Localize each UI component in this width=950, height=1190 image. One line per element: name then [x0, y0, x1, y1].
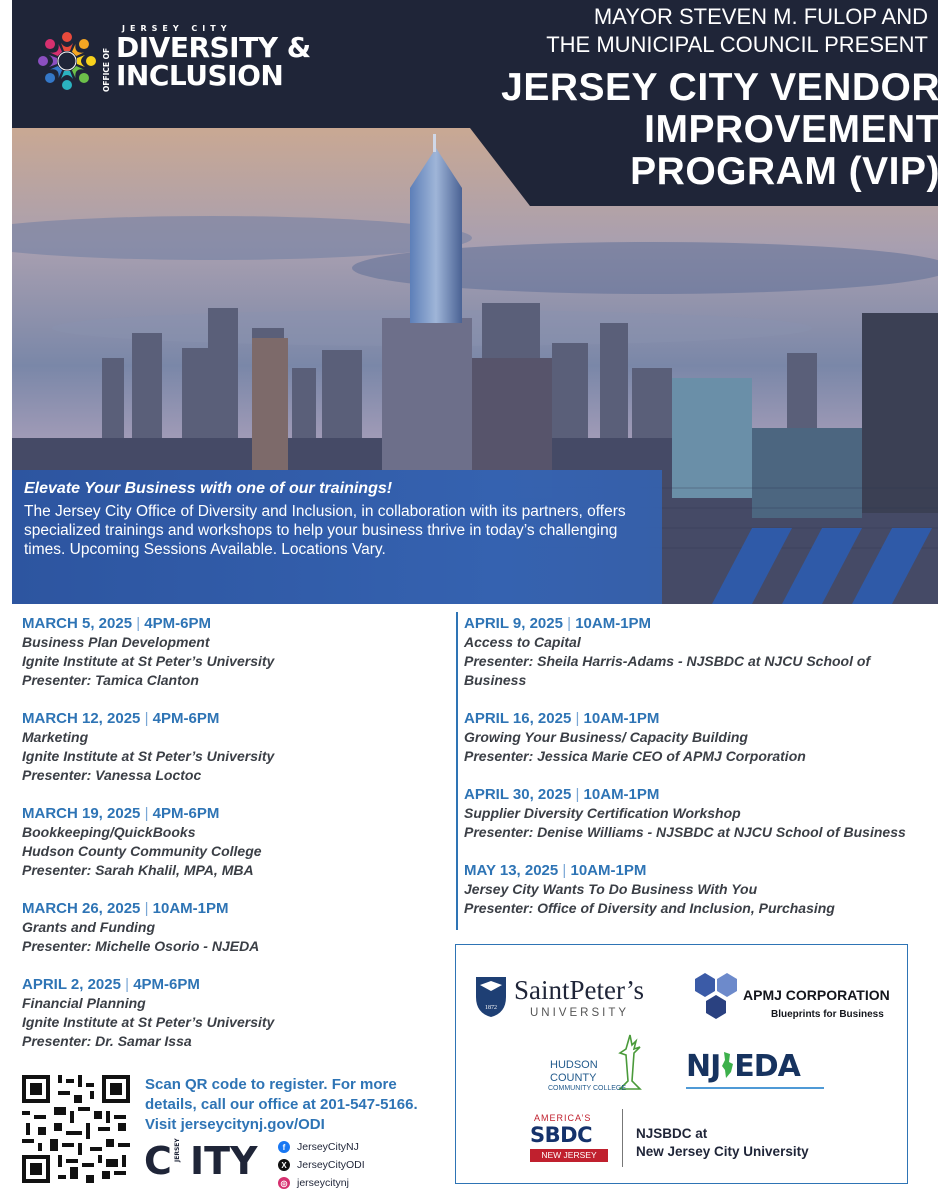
session-topic: Bookkeeping/QuickBooks	[22, 824, 196, 840]
instagram-handle: jerseycitynj	[297, 1177, 349, 1189]
city-logo-c: C	[144, 1139, 172, 1183]
sponsor-line-1: MAYOR STEVEN M. FULOP AND	[593, 4, 928, 29]
njeda-underline	[686, 1087, 824, 1089]
intro-lead: Elevate Your Business with one of our trainings!	[24, 480, 393, 497]
session-item	[22, 976, 442, 1051]
session-topic: Marketing	[22, 729, 89, 745]
session-date-text: APRIL 30, 2025	[464, 786, 572, 803]
session-time: 10AM-1PM	[583, 786, 660, 803]
njeda-eda: EDA	[734, 1049, 800, 1084]
odi-logo	[34, 20, 344, 100]
saint-peters-name: SaintPeter’s	[514, 975, 644, 1005]
social-x[interactable]	[278, 1156, 365, 1174]
session-topic: Supplier Diversity Certification Workshop	[464, 805, 741, 821]
session-time: 10AM-1PM	[575, 615, 652, 632]
column-divider	[456, 612, 458, 930]
session-time: 4PM-6PM	[144, 615, 211, 632]
session-presenter: Presenter: Sarah Khalil, MPA, MBA	[22, 862, 254, 878]
hccc-county: COUNTY	[550, 1072, 597, 1084]
session-separator: |	[144, 710, 149, 727]
session-date	[22, 710, 442, 728]
sbdc-americas: AMERICA’S	[534, 1113, 592, 1123]
session-time: 4PM-6PM	[152, 805, 220, 822]
session-date	[22, 976, 442, 994]
session-item	[464, 615, 934, 690]
session-separator: |	[144, 900, 149, 917]
logo-diversity-text: DIVERSITY &	[116, 31, 311, 64]
logo-inclusion-text: INCLUSION	[116, 59, 284, 92]
sessions-right-column	[464, 615, 934, 938]
title-line-3: PROGRAM (VIP)	[630, 150, 940, 193]
session-item	[22, 615, 442, 690]
session-presenter: Presenter: Tamica Clanton	[22, 672, 199, 688]
session-presenter: Presenter: Dr. Samar Issa	[22, 1033, 192, 1049]
session-topic: Financial Planning	[22, 995, 146, 1011]
session-location: Ignite Institute at St Peter’s University	[22, 748, 275, 764]
session-location: Hudson County Community College	[22, 843, 262, 859]
shield-icon	[474, 975, 508, 1019]
session-separator: |	[575, 786, 580, 803]
session-separator: |	[136, 615, 141, 632]
session-topic: Jersey City Wants To Do Business With You	[464, 881, 758, 897]
sbdc-state: NEW JERSEY	[530, 1149, 608, 1162]
session-date	[464, 615, 934, 633]
session-topic: Grants and Funding	[22, 919, 155, 935]
session-date	[22, 615, 442, 633]
njeda-nj: NJ	[686, 1049, 721, 1084]
session-presenter: Presenter: Michelle Osorio - NJEDA	[22, 938, 260, 954]
register-instructions: Scan QR code to register. For more details, call our office at 201-547-5166. Visit jerseycitynj.gov/ODI	[145, 1076, 418, 1133]
hccc-hudson: HUDSON	[550, 1059, 598, 1071]
social-instagram[interactable]	[278, 1174, 365, 1190]
apmj-tagline: Blueprints for Business	[771, 1009, 884, 1020]
session-item	[464, 786, 934, 842]
logo-office-of	[100, 32, 114, 92]
apmj-name: APMJ CORPORATION	[743, 987, 890, 1003]
qr-code-icon[interactable]	[22, 1075, 130, 1183]
session-date	[464, 862, 934, 880]
njsbdc-line1: NJSBDC at	[636, 1126, 708, 1141]
session-topic: Growing Your Business/ Capacity Building	[464, 729, 748, 745]
saint-peters-logo	[474, 975, 674, 1021]
session-separator: |	[562, 862, 567, 879]
session-separator: |	[125, 976, 130, 993]
sbdc-logo	[530, 1113, 612, 1165]
session-location: Ignite Institute at St Peter’s University	[22, 1014, 275, 1030]
session-date	[464, 710, 934, 728]
session-separator: |	[567, 615, 572, 632]
hccc-college: COMMUNITY COLLEGE	[548, 1085, 627, 1092]
title-line-1: JERSEY CITY VENDOR	[501, 66, 940, 109]
partners-box	[455, 944, 908, 1184]
title-line-2: IMPROVEMENT	[644, 108, 940, 151]
session-item	[22, 900, 442, 956]
session-time: 10AM-1PM	[570, 862, 647, 879]
session-time: 4PM-6PM	[152, 710, 220, 727]
session-location: Ignite Institute at St Peter’s University	[22, 653, 275, 669]
session-time: 10AM-1PM	[152, 900, 229, 917]
jersey-city-logo	[144, 1140, 264, 1182]
intro-banner	[12, 470, 662, 604]
session-topic: Access to Capital	[464, 634, 581, 650]
session-item	[464, 862, 934, 918]
liberty-icon	[610, 1031, 650, 1091]
instagram-icon: ◎	[278, 1177, 290, 1189]
logo-jersey-city-text: JERSEY CITY	[122, 24, 232, 33]
sbdc-divider	[622, 1109, 623, 1167]
njsbdc-line2: New Jersey City University	[636, 1144, 809, 1159]
session-presenter: Presenter: Vanessa Loctoc	[22, 767, 202, 783]
apmj-logo	[691, 969, 901, 1029]
session-time: 4PM-6PM	[133, 976, 200, 993]
session-date-text: APRIL 9, 2025	[464, 615, 563, 632]
njeda-logo	[686, 1049, 826, 1091]
session-separator: |	[575, 710, 580, 727]
x-icon: X	[278, 1159, 290, 1171]
session-date	[22, 900, 442, 918]
social-links	[278, 1138, 365, 1190]
session-date-text: APRIL 2, 2025	[22, 976, 121, 993]
session-separator: |	[144, 805, 149, 822]
people-wheel-icon	[34, 28, 100, 94]
facebook-handle: JerseyCityNJ	[297, 1141, 359, 1153]
session-date-text: MARCH 12, 2025	[22, 710, 141, 727]
session-item	[22, 710, 442, 785]
session-date-text: MARCH 5, 2025	[22, 615, 133, 632]
hccc-logo	[548, 1031, 658, 1095]
facebook-icon: f	[278, 1141, 290, 1153]
city-logo-jersey: JERSEY	[174, 1138, 181, 1162]
shield-year: 1872	[485, 1005, 497, 1011]
intro-description: The Jersey City Office of Diversity and Inclusion, in collaboration with its partners, offers specialized trainings and workshops to help your business thrive in today’s challenging times. Upcoming Sessions Available. Locations Vary.	[24, 503, 626, 558]
logo-office-of-text: OFFICE OF	[102, 47, 111, 92]
session-time: 10AM-1PM	[583, 710, 660, 727]
sponsor-line-2: THE MUNICIPAL COUNCIL PRESENT	[546, 32, 928, 57]
saint-peters-university: UNIVERSITY	[530, 1007, 630, 1019]
session-presenter: Presenter: Sheila Harris-Adams - NJSBDC at NJCU School of Business	[464, 653, 871, 688]
session-date-text: APRIL 16, 2025	[464, 710, 572, 727]
hexagons-icon	[691, 969, 747, 1025]
session-date	[464, 786, 934, 804]
new-jersey-state-icon	[720, 1050, 734, 1080]
session-presenter: Presenter: Office of Diversity and Inclusion, Purchasing	[464, 900, 835, 916]
session-item	[22, 805, 442, 880]
session-item	[464, 710, 934, 766]
city-logo-ity: ITY	[190, 1139, 258, 1183]
session-topic: Business Plan Development	[22, 634, 210, 650]
social-facebook[interactable]	[278, 1138, 365, 1156]
x-handle: JerseyCityODI	[297, 1159, 365, 1171]
session-presenter: Presenter: Jessica Marie CEO of APMJ Corporation	[464, 748, 806, 764]
sessions-left-column	[22, 615, 442, 1071]
sbdc-name: SBDC	[530, 1123, 592, 1147]
session-presenter: Presenter: Denise Williams - NJSBDC at NJCU School of Business	[464, 824, 906, 840]
session-date-text: MARCH 26, 2025	[22, 900, 141, 917]
session-date	[22, 805, 442, 823]
njsbdc-text	[636, 1125, 809, 1161]
session-date-text: MARCH 19, 2025	[22, 805, 141, 822]
session-date-text: MAY 13, 2025	[464, 862, 559, 879]
